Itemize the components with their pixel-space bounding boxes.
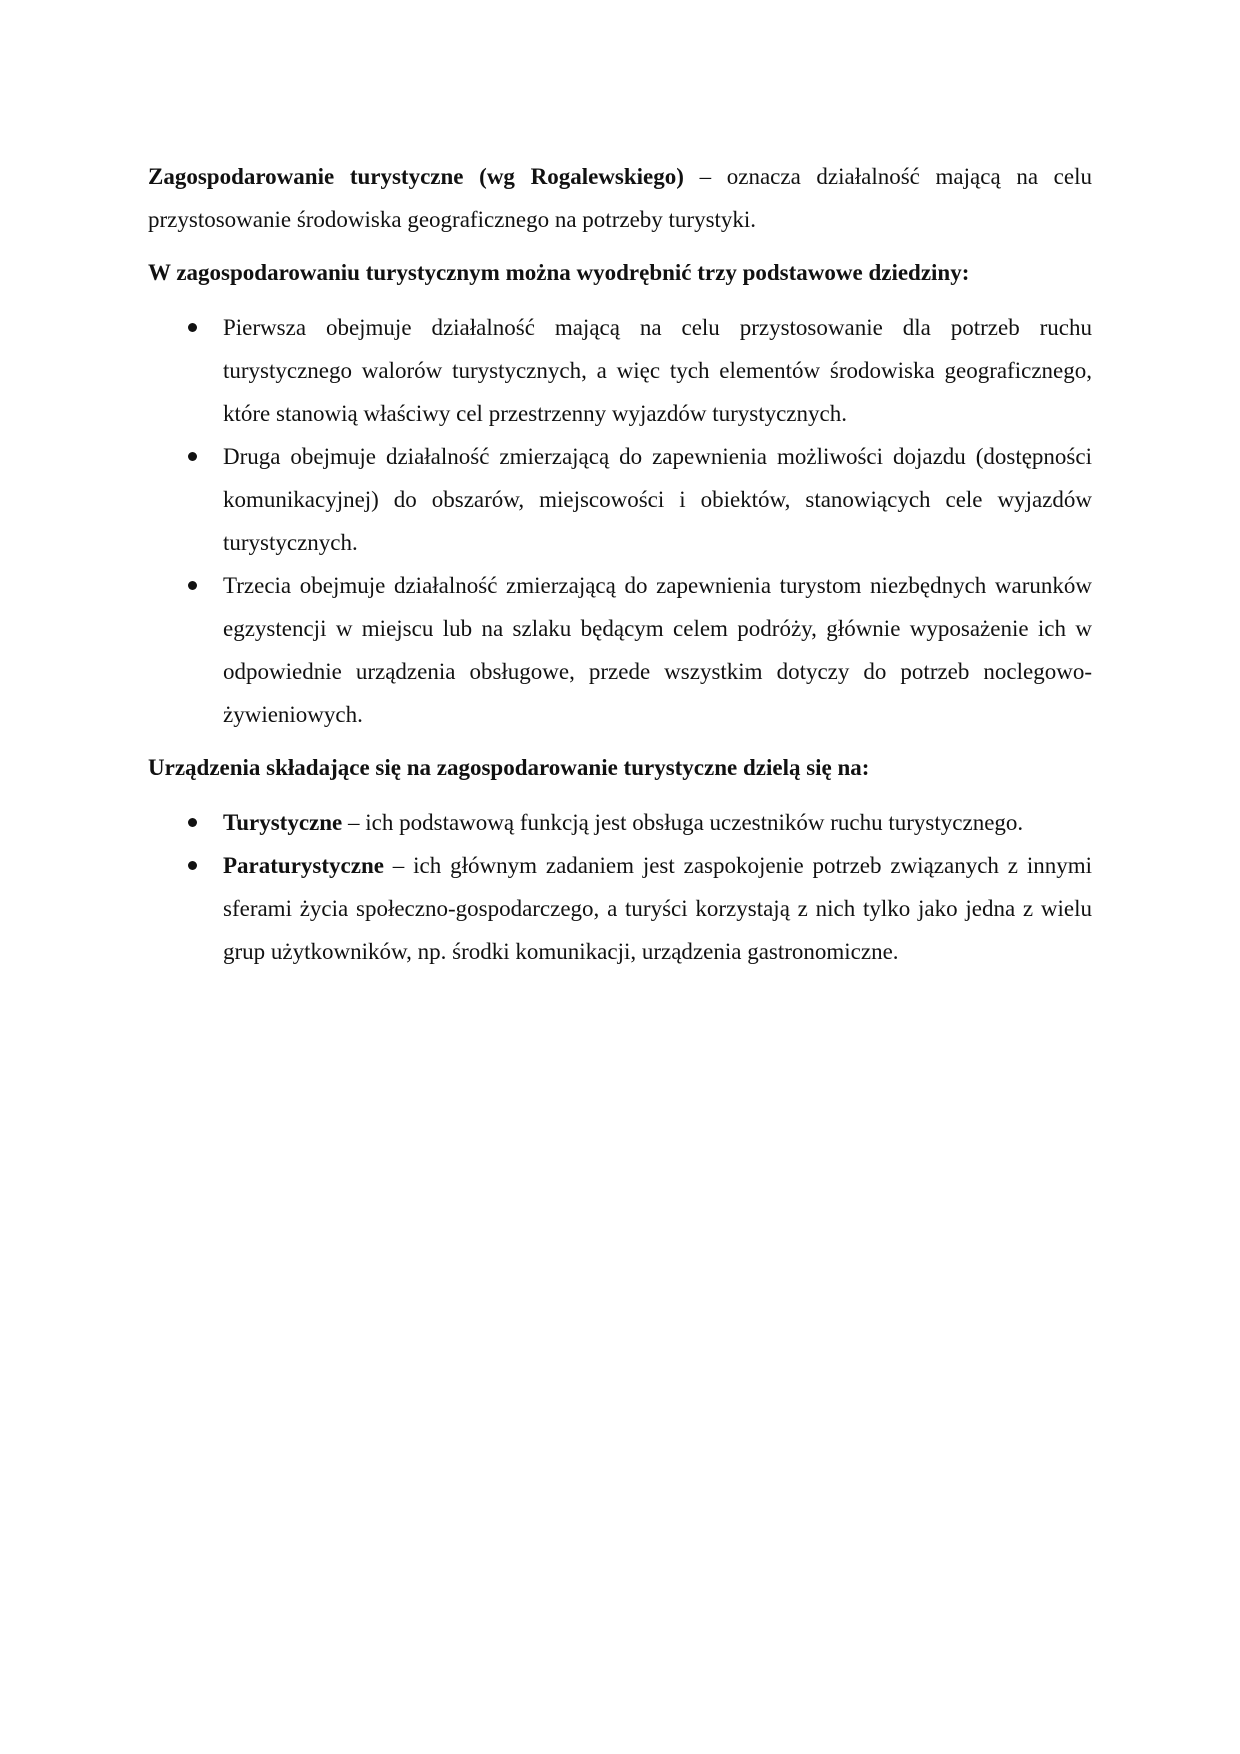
intro-paragraph	[148, 155, 1092, 241]
bullet-icon	[188, 581, 197, 590]
bullet-icon	[188, 818, 197, 827]
list-item	[148, 435, 1092, 564]
intro-term: Zagospodarowanie turystyczne (wg Rogalewskiego)	[148, 164, 684, 189]
list-item-text: – ich podstawową funkcją jest obsługa uczestników ruchu turystycznego.	[342, 810, 1024, 835]
list-item-term: Paraturystyczne	[223, 853, 384, 878]
document-page	[148, 155, 1092, 973]
list-item-text: Druga obejmuje działalność zmierzającą do zapewnienia możliwości dojazdu (dostępności komunikacyjnej) do obszarów, miejscowości i obiektów, stanowiących cele wyjazdów turystycznych.	[223, 444, 1092, 555]
domains-list	[148, 306, 1092, 736]
list-item-text: Pierwsza obejmuje działalność mającą na celu przystosowanie dla potrzeb ruchu turystycznego walorów turystycznych, a więc tych elementów środowiska geograficznego, które stanowią właściwy cel przestrzenny wyjazdów turystycznych.	[223, 315, 1092, 426]
bullet-icon	[188, 323, 197, 332]
list-item-text: Trzecia obejmuje działalność zmierzającą do zapewnienia turystom niezbędnych warunków egzystencji w miejscu lub na szlaku będącym celem podróży, głównie wyposażenie ich w odpowiednie urządzenia obsługowe, przede wszystkim dotyczy do potrzeb noclegowo-żywieniowych.	[223, 573, 1092, 727]
intro-text: – oznacza działalność mającą na celu przystosowanie środowiska geograficznego na potrzeby turystyki.	[148, 164, 1092, 232]
list-item	[148, 564, 1092, 736]
bullet-icon	[188, 861, 197, 870]
section-heading-facilities: Urządzenia składające się na zagospodarowanie turystyczne dzielą się na:	[148, 755, 870, 780]
facilities-list	[148, 801, 1092, 973]
section-heading-domains: W zagospodarowaniu turystycznym można wyodrębnić trzy podstawowe dziedziny:	[148, 260, 970, 285]
list-item	[148, 844, 1092, 973]
list-item-text: – ich głównym zadaniem jest zaspokojenie potrzeb związanych z innymi sferami życia społeczno-gospodarczego, a turyści korzystają z nich tylko jako jedna z wielu grup użytkowników, np. środki komunikacji, urządzenia gastronomiczne.	[223, 853, 1092, 964]
list-item-term: Turystyczne	[223, 810, 343, 835]
list-item	[148, 801, 1092, 844]
bullet-icon	[188, 452, 197, 461]
list-item	[148, 306, 1092, 435]
